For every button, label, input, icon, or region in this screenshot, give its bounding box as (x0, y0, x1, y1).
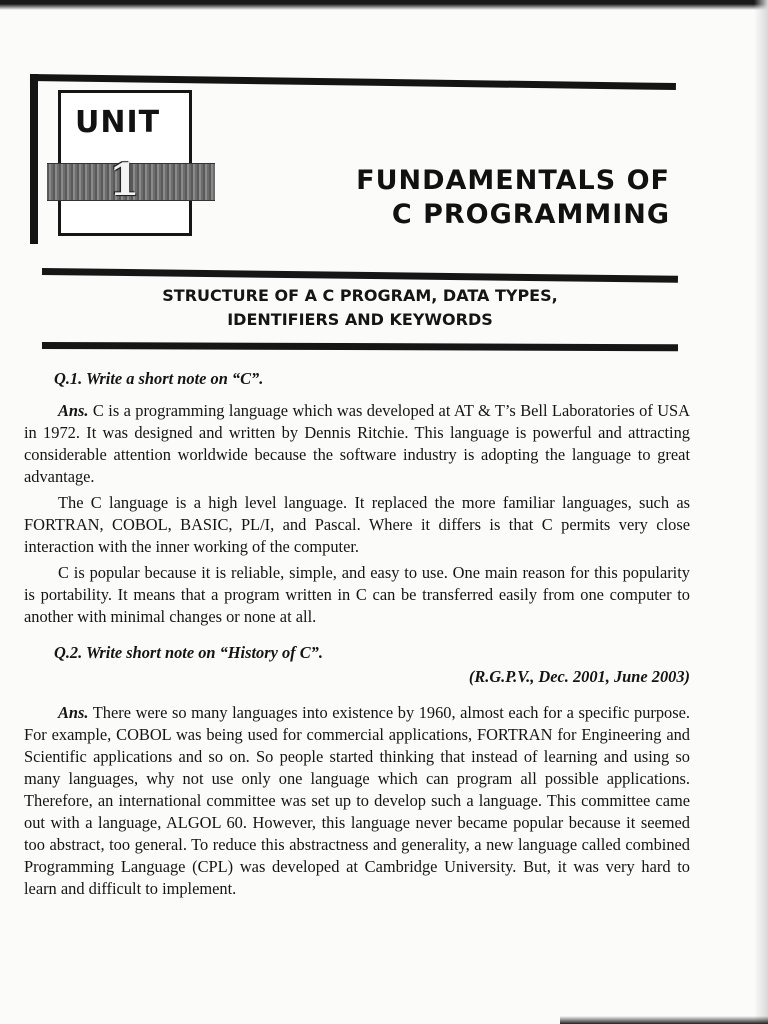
unit-box (58, 90, 192, 236)
chapter-title-line2: C PROGRAMMING (391, 199, 670, 230)
chapter-title-line1: FUNDAMENTALS OF (356, 165, 670, 196)
question-2-reference: (R.G.P.V., Dec. 2001, June 2003) (468, 667, 690, 686)
section-rule-bottom (42, 342, 678, 351)
unit-number: 1 (109, 155, 140, 206)
section-title-line1: STRUCTURE OF A C PROGRAM, DATA TYPES, (162, 286, 558, 305)
chapter-header (30, 74, 676, 246)
header-border-top (30, 74, 676, 90)
answer-1-text-1: C is a programming language which was developed at AT & T’s Bell Laboratories of USA in 1972. It was designed and written by Dennis Ritchie. This language is powerful and attracting considerable attention worldwide because the software industry is adopting the language to great advantage. (24, 401, 690, 486)
question-2: Q.2. Write short note on “History of C”. (54, 643, 323, 662)
scan-edge-bottom (560, 1016, 768, 1024)
chapter-title (230, 164, 670, 232)
section-title (42, 284, 678, 332)
page-content (24, 360, 690, 904)
scan-edge-right (754, 0, 768, 1024)
answer-1-paragraph-2: The C language is a high level language. It replaced the more familiar languages, such as FORTRAN, COBOL, BASIC, PL/I, and Pascal. Where it differs is that C permits very close interaction with the inner working of the computer. (24, 493, 690, 556)
header-border-left (30, 74, 38, 244)
section-rule-top (42, 268, 678, 283)
scan-edge-top (0, 0, 768, 10)
section-title-line2: IDENTIFIERS AND KEYWORDS (227, 310, 493, 329)
answer-1-paragraph-3: C is popular because it is reliable, simple, and easy to use. One main reason for this popularity is portability. It means that a program written in C can be transferred easily from one computer to another with minimal changes or none at all. (24, 563, 690, 626)
section-heading (42, 268, 678, 350)
answer-1-paragraph-1 (24, 400, 690, 488)
question-1: Q.1. Write a short note on “C”. (54, 369, 264, 388)
unit-label: UNIT (75, 105, 161, 140)
answer-2-text-1: There were so many languages into existence by 1960, almost each for a specific purpose. For example, COBOL was being used for commercial applications, FORTRAN for Engineering and Scientific applications and so on. So people started thinking that instead of learning and using so many languages, why not use only one language which can program all possible applications. Therefore, an international committee was set up to develop such a language. This committee came out with a language, ALGOL 60. However, this language never became popular because it seemed too abstract, too general. To reduce this abstractness and generality, a new language called combined Programming Language (CPL) was developed at Cambridge University. But, it was very hard to learn and difficult to implement. (24, 703, 690, 898)
answer-label: Ans. (58, 401, 89, 420)
answer-label: Ans. (58, 703, 89, 722)
answer-2-paragraph-1 (24, 702, 690, 900)
